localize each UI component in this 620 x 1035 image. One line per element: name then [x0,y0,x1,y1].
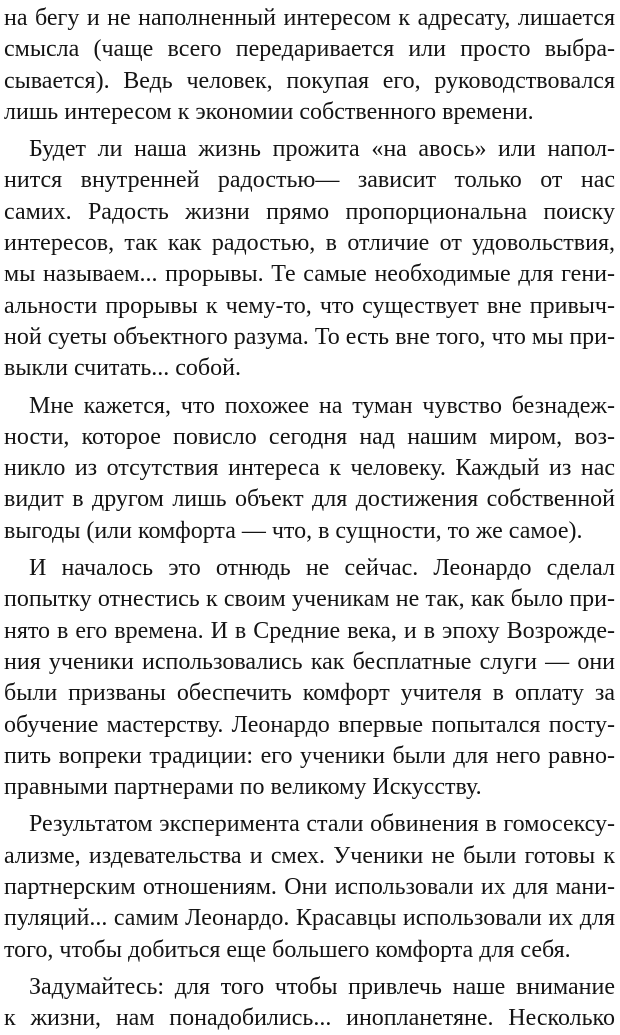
text-line: никло из отсутствия интереса к человеку. Каждый из нас [4,455,615,482]
text-line: выкли считать... собой. [4,355,241,382]
text-line: правными партнерами по великому Искусству. [4,774,482,801]
text-line: на бегу и не наполненный интересом к адресату, лишается [4,5,615,31]
book-page [4,0,615,1032]
text-line: Задумайтесь: для того чтобы привлечь наше внимание [29,973,615,1000]
text-line: смысла (чаще всего передаривается или просто выбра- [4,36,615,63]
text-line: обучение мастерству. Леонардо впервые попытался посту- [4,711,615,738]
text-line: И началось это отнюдь не сейчас. Леонардо сделал [29,555,615,582]
text-line: пить вопреки традиции: его ученики были для него равно- [4,742,615,769]
text-line: альности прорывы к чему-то, что существует вне привыч- [4,292,615,319]
text-line: партнерским отношениям. Они использовали их для мани- [4,874,615,901]
paragraph-1 [4,3,615,128]
text-line: Результатом эксперимента стали обвинения в гомосексу- [29,811,615,838]
paragraph-4 [4,553,615,803]
text-line: интересов, так как радостью, в отличие от удовольствия, [4,230,615,257]
text-line: самих. Радость жизни прямо пропорциональна поиску [4,198,615,225]
text-line: ной суеты объектного разума. То есть вне того, что мы при- [4,323,615,350]
text-line: пуляций... самим Леонардо. Красавцы использовали их для [4,905,615,932]
text-line: нято в его времена. И в Средние века, и в эпоху Возрожде- [4,617,615,644]
text-line: нится внутренней радостью— зависит только от нас [4,167,615,194]
paragraph-5 [4,809,615,965]
paragraph-2 [4,134,615,384]
paragraph-3 [4,391,615,547]
text-line: ния ученики использовались как бесплатные слуги — они [4,648,615,675]
text-line: попытку отнестись к своим ученикам не так, как было при- [4,586,615,613]
text-line: к жизни, нам понадобились... инопланетяне. Несколько [4,1005,615,1032]
text-line: видит в другом лишь объект для достижения собственной [4,486,615,513]
text-line: Будет ли наша жизнь прожита «на авось» или напол- [29,136,615,163]
text-line: Мне кажется, что похожее на туман чувство безнадеж- [29,392,615,419]
paragraph-6 [4,972,615,1035]
text-line: сывается). Ведь человек, покупая его, руководствовался [4,67,615,94]
text-line: ности, которое повисло сегодня над нашим миром, воз- [4,423,615,450]
text-line: лишь интересом к экономии собственного времени. [4,98,534,125]
text-line: того, чтобы добиться еще большего комфорта для себя. [4,936,571,963]
text-line: были призваны обеспечить комфорт учителя в оплату за [4,680,615,707]
text-line: мы называем... прорывы. Те самые необходимые для гени- [4,261,615,288]
text-line: ализме, издевательства и смех. Ученики не были готовы к [4,842,615,869]
text-line: выгоды (или комфорта — что, в сущности, то же самое). [4,517,583,544]
